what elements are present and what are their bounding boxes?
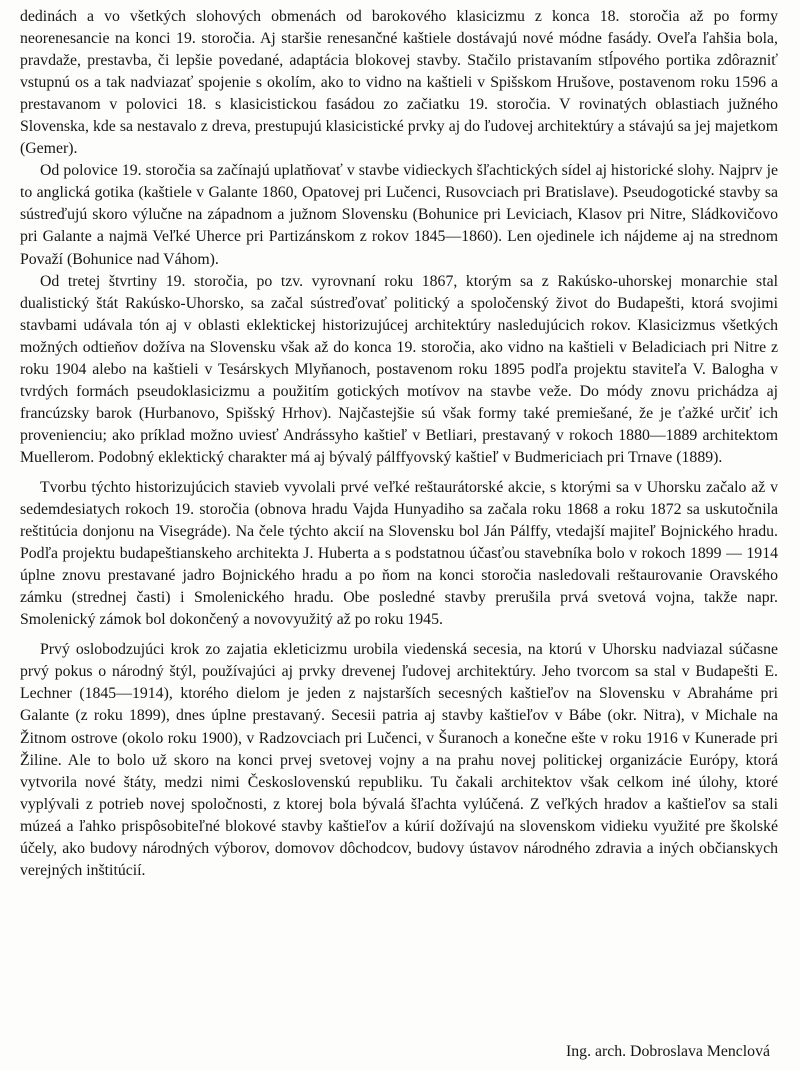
article-body [20,6,778,882]
paragraph-3: Od tretej štvrtiny 19. storočia, po tzv. vyrovnaní roku 1867, ktorým sa z Rakúsko-uhorskej monarchie stal dualistický štát Rakúsko-Uhorsko, sa začal sústreďovať politický a spoločenský život do Budapešti, ktorá svojimi stavbami udávala tón aj v oblasti eklektickej historizujúcej architektúry nasledujúcich rokov. Klasicizmus všetkých možných odtieňov dožíva na Slovensku však až do konca 19. storočia, ako vidno na kaštieli v Beladiciach pri Nitre z roku 1904 alebo na kaštieli v Tesárskych Mlyňanoch, postavenom roku 1895 podľa projektu staviteľa V. Balogha v tvrdých formách pseudoklasicizmu a použitím gotických motívov na stavbe veže. Do módy znovu prichádza aj francúzsky barok (Hurbanovo, Spišský Hrhov). Najčastejšie sú však formy také premiešané, že je ťažké určiť ich provenienciu; ako príklad možno uviesť Andrássyho kaštieľ v Betliari, prestavaný v rokoch 1880—1889 architektom Muellerom. Podobný eklektický charakter má aj bývalý pálffyovský kaštieľ v Budmericiach pri Trnave (1889). [20,272,778,466]
paragraph-5: Prvý oslobodzujúci krok zo zajatia ekleticizmu urobila viedenská secesia, na ktorú v Uhorsku nadviazal súčasne prvý pokus o národný štýl, používajúci aj prvky drevenej ľudovej architektúry. Jeho tvorcom sa stal v Budapešti E. Lechner (1845—1914), ktorého dielom je jeden z najstarších secesných kaštieľov na Slovensku v Abraháme pri Galante (z roku 1899), dnes úplne prestavaný. Secesii patria aj stavby kaštieľov v Bábe (okr. Nitra), v Michale na Žitnom ostrove (okolo roku 1900), v Radzovciach pri Lučenci, v Šuranoch a konečne ešte v roku 1916 v Kunerade pri Žiline. Ale to bolo už skoro na konci prvej svetovej vojny a na prahu novej politickej organizácie Európy, ktorá vytvorila nové štáty, medzi nimi Československú republiku. Tu čakali architektov však celkom iné úlohy, ktoré vyplývali z potrieb novej spoločnosti, z ktorej bola bývalá šľachta vylúčená. Z veľkých hradov a kaštieľov sa stali múzeá a ľahko prispôsobiteľné blokové stavby kaštieľov a kúrií dožívajú na slovenskom vidieku využité pre školské účely, ako budovy národných výborov, domovov dôchodcov, budovy ústavov národného zdravia a iných občianskych verejných inštitúcií. [20,641,778,879]
paragraph-2: Od polovice 19. storočia sa začínajú uplatňovať v stavbe vidieckych šľachtických sídel aj historické slohy. Najprv je to anglická gotika (kaštiele v Galante 1860, Opatovej pri Lučenci, Rusovciach pri Bratislave). Pseudogotické stavby sa sústreďujú skoro výlučne na západnom a južnom Slovensku (Bohunice pri Leviciach, Klasov pri Nitre, Sládkovičovo pri Galante a najmä Veľké Uherce pri Partizánskom z rokov 1845—1860). Len ojedinele ich nájdeme aj na strednom Považí (Bohunice nad Váhom). [20,162,778,268]
paragraph-4: Tvorbu týchto historizujúcich stavieb vyvolali prvé veľké reštaurátorské akcie, s ktorými sa v Uhorsku začalo až v sedemdesiatych rokoch 19. storočia (obnova hradu Vajda Hunyadiho sa začala roku 1868 a roku 1872 sa uskutočnila reštitúcia donjonu na Visegráde). Na čele týchto akcií na Slovensku bol Ján Pálffy, vtedajší majiteľ Bojnického hradu. Podľa projektu budapeštianskeho architekta J. Huberta a s podstatnou účasťou stavebníka bolo v rokoch 1899 — 1914 úplne znovu prestavané jadro Bojnického hradu a po ňom na konci storočia nasledovali reštaurovanie Oravského zámku (strednej časti) i Smolenického hradu. Obe posledné stavby prerušila prvá svetová vojna, takže napr. Smolenický zámok bol dokončený a novovyužitý až po roku 1945. [20,478,778,629]
paragraph-1: dedinách a vo všetkých slohových obmenách od barokového klasicizmu z konca 18. storočia až po formy neorenesancie na konci 19. storočia. Aj staršie renesančné kaštiele dostávajú nové módne fasády. Oveľa ľahšia bola, pravdaže, prestavba, či lepšie povedané, adaptácia blokovej stavby. Stačilo pristavaním stĺpového portika zdôrazniť vstupnú os a tak nadviazať spojenie s okolím, ako to vidno na kaštieli v Spišskom Hrušove, postavenom roku 1596 a prestavanom v polovici 18. s klasicistickou fasádou zo začiatku 19. storočia. V rovinatých oblastiach južného Slovenska, kde sa nestavalo z dreva, prestupujú klasicistické prvky aj do ľudovej architektúry a stávajú sa jej majetkom (Gemer). [20,8,778,158]
author-signature: Ing. arch. Dobroslava Menclová [566,1043,770,1060]
